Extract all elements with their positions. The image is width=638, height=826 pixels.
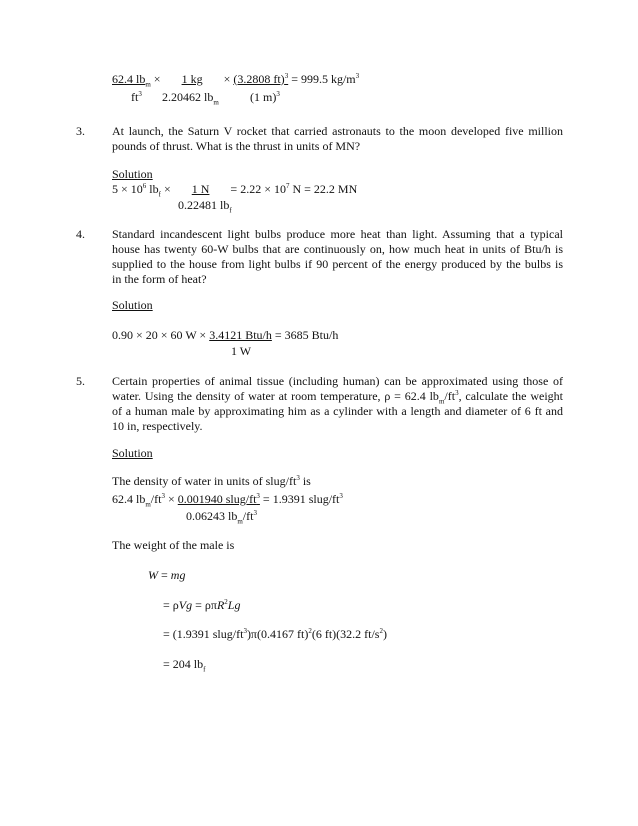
- top-calc-times: ×: [150, 72, 164, 86]
- problem-5-weight-eq1: W = mg: [148, 568, 186, 582]
- problem-3-calc-line1: $5 \times 10^6$ $lb_f \times 1$ $N = 2.22 \times 10^7$ N = 22.2 MN: [112, 182, 358, 199]
- problem-3-solution-label: Solution: [112, 167, 153, 181]
- problem-5-weight-intro: The weight of the male is: [112, 538, 235, 552]
- top-calc-numerator-b: 1 kg: [181, 72, 203, 86]
- top-calc-denom-c: (1 m)$^3$: [250, 90, 280, 104]
- problem-4-calc-line1: 0.90 × 20 × 60 W × 3.4121 Btu/h = 3685 Btu/h: [112, 328, 339, 342]
- problem-4-text-line4: in the form of heat?: [112, 272, 207, 286]
- problem-5-density-calc-line1: 62.4 $lb_m/ft^3 \times 0.001940$ slug/$ft^3 = 1.9391$ slug/$ft^3$: [112, 492, 343, 509]
- problem-5-conversion-factor: 0.001940 slug/$ft^3$: [177, 492, 260, 506]
- problem-5-text-line3: of a human male by approximating him as a cylinder with a length and diameter of 6 ft and: [112, 404, 563, 418]
- top-calc-times2: ×: [220, 72, 234, 86]
- top-calc-numerator-a: 62.4 $lb_m$: [112, 72, 151, 89]
- top-calc-line1: [112, 72, 360, 89]
- top-calc-result: = 999.5 $kg/m^3$: [288, 72, 360, 86]
- problem-5-text-line1: Certain properties of animal tissue (including human) can be approximated using those of: [112, 374, 563, 388]
- problem-5-density-calc-line2: 0.06243 $lb_m/ft^3$: [186, 509, 257, 526]
- problem-4-solution-label: Solution: [112, 298, 153, 312]
- problem-3-number: 3.: [76, 124, 85, 138]
- problem-5-weight-result: = 204 $lb_f$: [163, 657, 206, 674]
- problem-5-text-line2: water. Using the density of water at room temperature, ρ = 62.4 $lb_m/ft^3$, calculate the weight: [112, 389, 563, 406]
- top-calc-denom-a: $ft^3$: [131, 90, 142, 104]
- problem-4-text-line2: house has twenty 60-W bulbs that are continuously on, how much heat in units of Btu/h is: [112, 242, 563, 256]
- problem-5-number: 5.: [76, 374, 85, 388]
- problem-5-weight-eq2: = ρVg = ρπR$^2$Lg: [163, 598, 241, 612]
- problem-4-text-line1: Standard incandescent light bulbs produce more heat than light. Assuming that a typical: [112, 227, 563, 241]
- problem-5-text-line4: 10 in, respectively.: [112, 419, 203, 433]
- problem-5-solution-label: Solution: [112, 446, 153, 460]
- problem-5-weight-eq3: = (1.9391 slug/$ft^3)\pi(0.4167$ ft)$^2$(6 ft)(32.2 $ft/s^2$): [163, 627, 387, 641]
- problem-3-text-line1: At launch, the Saturn V rocket that carried astronauts to the moon developed five million: [112, 124, 563, 138]
- top-calc-denom-b: 2.20462 $lb_m$: [162, 90, 219, 107]
- problem-3-text-line2: pounds of thrust. What is the thrust in units of MN?: [112, 139, 361, 153]
- top-calc-numerator-c: (3.2808 ft)$^3$: [233, 72, 289, 86]
- problem-5-density-intro: The density of water in units of slug/$ft^3$ is: [112, 474, 311, 488]
- problem-4-number: 4.: [76, 227, 85, 241]
- problem-4-calc-line2: 1 W: [231, 344, 252, 358]
- problem-3-calc-line2: 0.22481 $lb_f$: [178, 198, 232, 215]
- problem-4-text-line3: supplied to the house from light bulbs if 90 percent of the energy produced by the bulbs is: [112, 257, 563, 271]
